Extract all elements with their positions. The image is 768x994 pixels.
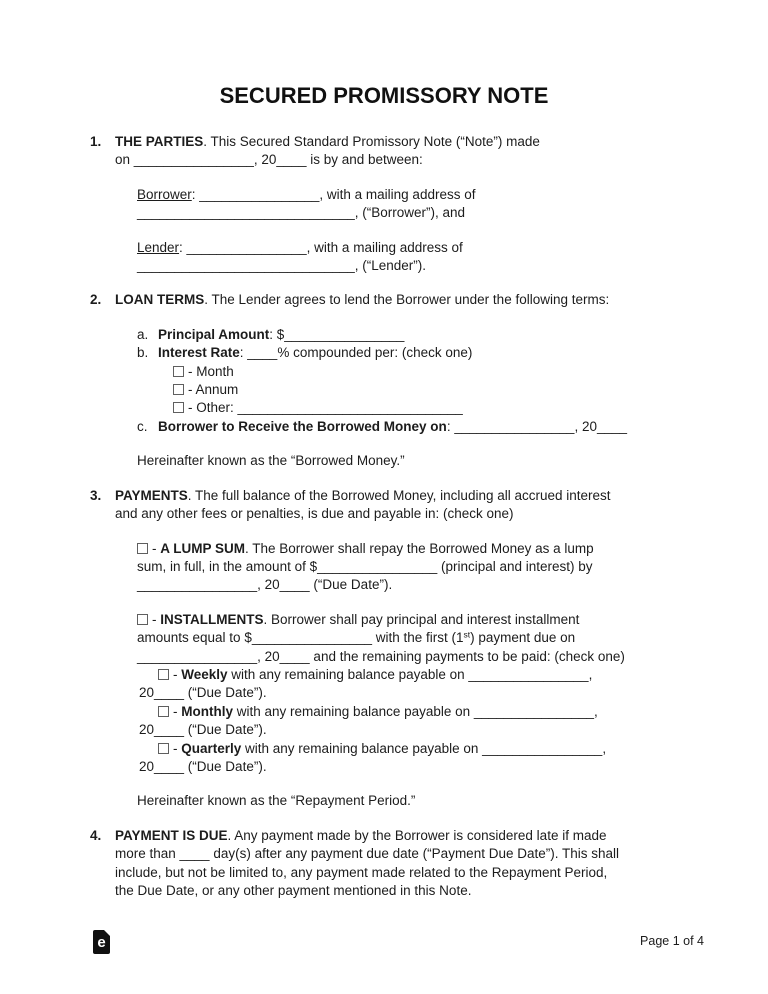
installments-line-2 <box>137 629 708 647</box>
installments-line-1-text: . Borrower shall pay principal and interest installment <box>263 611 580 627</box>
checkbox-monthly[interactable] <box>158 706 169 717</box>
borrower-label: Borrower <box>137 186 192 202</box>
quarterly-dash: - <box>173 740 182 756</box>
monthly-dash: - <box>173 703 182 719</box>
repayment-period-note: Hereinafter known as the “Repayment Period.” <box>137 793 416 809</box>
section-payments <box>90 487 708 811</box>
list-item-b <box>137 344 708 362</box>
item-c-marker: c. <box>137 418 148 434</box>
frequency-option-quarterly <box>139 740 708 777</box>
weekly-dash: - <box>173 666 182 682</box>
section-4-number: 4. <box>90 827 102 843</box>
interest-rate-label: Interest Rate <box>158 345 240 361</box>
borrower-line-2: _____________________________, (“Borrower”), and <box>137 205 466 221</box>
installments-line-2-pre: amounts equal to $________________ with the first (1 <box>137 630 464 646</box>
payment-due-line-1 <box>115 827 708 845</box>
section-3-number: 3. <box>90 487 102 503</box>
parties-intro-paragraph <box>115 133 708 170</box>
loan-terms-intro <box>115 291 708 309</box>
other-option-label: - Other: ______________________________ <box>188 400 463 416</box>
quarterly-label: Quarterly <box>181 740 242 756</box>
frequency-option-weekly <box>139 666 708 703</box>
month-option-label: - Month <box>188 363 234 379</box>
logo-letter: e <box>97 934 106 951</box>
compound-option-month <box>173 363 708 381</box>
receive-money-label: Borrower to Receive the Borrowed Money on <box>158 418 447 434</box>
annum-option-label: - Annum <box>188 382 239 398</box>
lump-sum-line-1 <box>137 540 708 558</box>
principal-amount-blank: : $________________ <box>269 326 405 342</box>
weekly-label: Weekly <box>181 666 228 682</box>
weekly-line-2: 20____ (“Due Date”). <box>139 685 267 701</box>
checkbox-weekly[interactable] <box>158 669 169 680</box>
interest-rate-line <box>158 344 708 362</box>
lump-sum-label: A LUMP SUM <box>160 540 246 556</box>
lender-label: Lender <box>137 239 180 255</box>
compound-option-annum <box>173 381 708 399</box>
frequency-option-monthly <box>139 703 708 740</box>
loan-terms-list <box>115 326 708 436</box>
lender-line-1-text: : ________________, with a mailing address of <box>179 239 463 255</box>
receive-money-line <box>158 418 708 436</box>
receive-money-blank: : ________________, 20____ <box>446 418 627 434</box>
lump-sum-dash: - <box>152 540 161 556</box>
monthly-line-1-text: with any remaining balance payable on ________________, <box>233 703 598 719</box>
checkbox-month[interactable] <box>173 366 184 377</box>
page-number: Page 1 of 4 <box>640 934 704 948</box>
parties-intro-line-1 <box>115 133 708 151</box>
installments-dash: - <box>152 611 161 627</box>
principal-amount-line <box>158 326 708 344</box>
section-1-number: 1. <box>90 134 102 149</box>
section-payment-is-due <box>90 827 708 901</box>
borrower-paragraph <box>137 186 708 223</box>
principal-amount-label: Principal Amount <box>158 326 270 342</box>
payment-due-heading: PAYMENT IS DUE <box>115 827 228 843</box>
parties-intro-line-2: on ________________, 20____ is by and between: <box>115 152 423 168</box>
ordinal-suffix: st <box>463 629 471 640</box>
lump-sum-option <box>137 540 708 595</box>
payment-due-line-4: the Due Date, or any other payment mentioned in this Note. <box>115 883 472 898</box>
installments-line-2-post: ) payment due on <box>470 630 576 646</box>
lender-line-2: _____________________________, (“Lender”). <box>137 258 427 274</box>
list-item-c <box>137 418 708 436</box>
installments-label: INSTALLMENTS <box>160 611 264 627</box>
payments-intro-line-1 <box>115 487 708 505</box>
document-body <box>0 133 768 900</box>
section-2-number: 2. <box>90 292 102 308</box>
checkbox-lump-sum[interactable] <box>137 543 148 554</box>
monthly-line-2: 20____ (“Due Date”). <box>139 722 267 738</box>
lender-line-1 <box>137 239 708 257</box>
borrower-line-1 <box>137 186 708 204</box>
borrower-line-1-text: : ________________, with a mailing address of <box>191 186 476 202</box>
checkbox-quarterly[interactable] <box>158 743 169 754</box>
payment-due-line-3: include, but not be limited to, any payment made related to the Repayment Period, <box>115 864 608 880</box>
checkbox-installments[interactable] <box>137 614 148 625</box>
installments-option <box>137 611 708 666</box>
loan-terms-heading: LOAN TERMS <box>115 292 205 308</box>
quarterly-line-1-text: with any remaining balance payable on ________________, <box>241 740 607 756</box>
section-loan-terms <box>90 291 708 470</box>
eforms-logo <box>93 930 110 954</box>
weekly-line-1 <box>139 666 708 684</box>
payments-intro-paragraph <box>115 487 708 524</box>
payment-due-paragraph <box>115 827 708 901</box>
weekly-line-1-text: with any remaining balance payable on ________________, <box>227 666 593 682</box>
section-the-parties <box>90 133 708 275</box>
checkbox-other[interactable] <box>173 402 184 413</box>
installments-line-3: ________________, 20____ and the remaining payments to be paid: (check one) <box>137 648 625 664</box>
monthly-label: Monthly <box>181 703 233 719</box>
parties-intro-text: . This Secured Standard Promissory Note (“Note”) made <box>203 134 540 149</box>
lump-sum-line-2: sum, in full, in the amount of $________________ (principal and interest) by <box>137 558 593 574</box>
quarterly-line-1 <box>139 740 708 758</box>
payment-due-line-2: more than ____ day(s) after any payment due date (“Payment Due Date”). This shall <box>115 846 620 862</box>
list-item-a <box>137 326 708 344</box>
lender-paragraph <box>137 239 708 276</box>
payments-heading: PAYMENTS <box>115 487 188 503</box>
quarterly-line-2: 20____ (“Due Date”). <box>139 758 267 774</box>
checkbox-annum[interactable] <box>173 384 184 395</box>
loan-terms-intro-text: . The Lender agrees to lend the Borrower under the following terms: <box>204 292 610 308</box>
payments-intro-line-2: and any other fees or penalties, is due and payable in: (check one) <box>115 506 514 522</box>
page-footer <box>0 928 768 968</box>
interest-rate-blank: : ____% compounded per: (check one) <box>239 345 473 361</box>
item-a-marker: a. <box>137 326 149 342</box>
document-title: SECURED PROMISSORY NOTE <box>219 83 549 108</box>
monthly-line-1 <box>139 703 708 721</box>
lump-sum-line-3: ________________, 20____ (“Due Date”). <box>137 577 393 593</box>
installments-line-1 <box>137 611 708 629</box>
item-b-marker: b. <box>137 345 149 361</box>
compound-option-other <box>173 399 708 417</box>
parties-heading: THE PARTIES <box>115 134 204 149</box>
payment-due-line-1-text: . Any payment made by the Borrower is considered late if made <box>227 827 607 843</box>
payments-intro-text: . The full balance of the Borrowed Money, including all accrued interest <box>187 487 611 503</box>
borrowed-money-note: Hereinafter known as the “Borrowed Money.” <box>137 453 405 469</box>
lump-sum-line-1-text: . The Borrower shall repay the Borrowed Money as a lump <box>245 540 594 556</box>
